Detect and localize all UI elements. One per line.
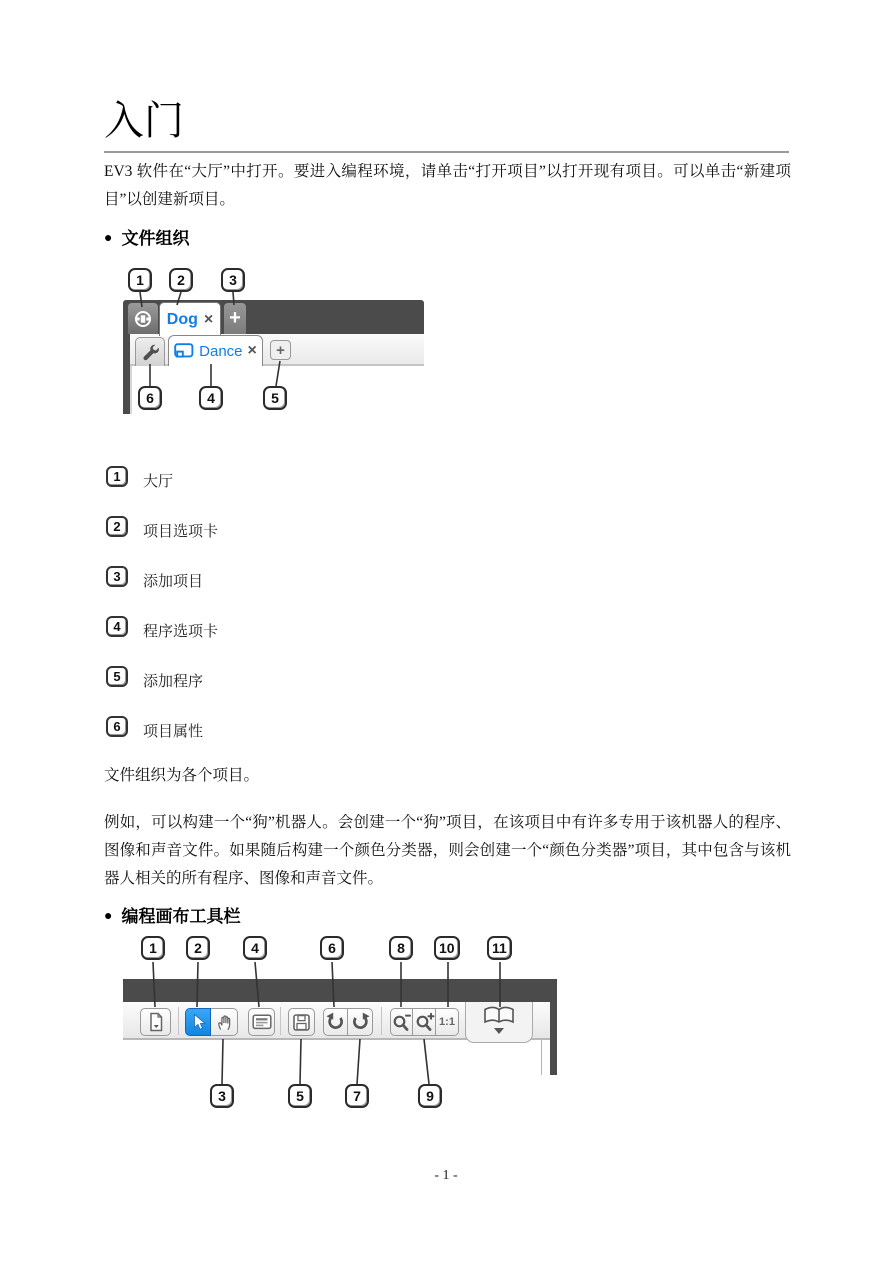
callout-3: 3 <box>221 268 245 292</box>
program-icon <box>174 343 194 359</box>
bullet-icon: ● <box>104 906 113 923</box>
lobby-icon <box>132 309 154 329</box>
bullet-icon: ● <box>104 228 113 245</box>
legend-num: 3 <box>106 566 128 587</box>
callout-7: 7 <box>345 1084 369 1108</box>
legend-item <box>106 666 218 690</box>
legend-item <box>106 716 218 740</box>
paragraph-file-org: 文件组织为各个项目。 <box>104 767 260 784</box>
legend-num: 1 <box>106 466 128 487</box>
callout-4: 4 <box>243 936 267 960</box>
project-tab-label: Dog <box>166 310 198 328</box>
screenshot-toolbar <box>123 936 557 1112</box>
legend-num: 4 <box>106 616 128 637</box>
lobby-tab[interactable] <box>128 303 158 334</box>
close-program-icon[interactable]: × <box>247 342 257 359</box>
program-tab-label: Dance <box>199 342 243 360</box>
section-heading-text: 编程画布工具栏 <box>121 907 241 926</box>
new-file-icon <box>148 1012 164 1032</box>
callout-5: 5 <box>288 1084 312 1108</box>
page-number: - 1 - <box>434 1168 458 1183</box>
save-button[interactable] <box>288 1008 315 1036</box>
add-program-button[interactable] <box>270 340 291 360</box>
toolbar-separator <box>178 1007 179 1035</box>
legend-num: 6 <box>106 716 128 737</box>
zoom-reset-label: 1:1 <box>439 1016 455 1028</box>
callout-9: 9 <box>418 1084 442 1108</box>
zoom-in-icon <box>414 1012 435 1032</box>
legend-label: 项目属性 <box>143 724 204 740</box>
callout-6: 6 <box>320 936 344 960</box>
callout-1: 1 <box>128 268 152 292</box>
legend-list <box>106 466 218 766</box>
hardware-page-tab[interactable] <box>465 1002 533 1043</box>
window-edge <box>123 334 130 414</box>
window-edge <box>550 979 557 1075</box>
save-icon <box>292 1013 311 1032</box>
section-heading-files <box>104 224 189 249</box>
pan-tool-button[interactable] <box>211 1008 238 1036</box>
title-rule <box>104 151 789 153</box>
undo-button[interactable] <box>323 1008 348 1036</box>
legend-item <box>106 466 218 490</box>
callout-2: 2 <box>169 268 193 292</box>
hand-icon <box>215 1013 233 1031</box>
comment-icon <box>252 1014 272 1030</box>
window-top-bar <box>123 979 557 1002</box>
chevron-down-icon <box>494 1028 504 1034</box>
plus-icon: + <box>229 307 241 329</box>
wrench-icon <box>141 343 159 361</box>
callout-4: 4 <box>199 386 223 410</box>
toolbar-separator <box>280 1007 281 1035</box>
zoom-in-button[interactable] <box>413 1008 436 1036</box>
legend-num: 5 <box>106 666 128 687</box>
canvas-area <box>123 1040 542 1075</box>
intro-paragraph: EV3 软件在“大厅”中打开。要进入编程环境，请单击“打开项目”以打开现有项目。可以单击“新建项目”以创建新项目。 <box>104 163 791 208</box>
toolbar-separator <box>381 1007 382 1035</box>
callout-1: 1 <box>141 936 165 960</box>
new-program-button[interactable] <box>140 1008 171 1036</box>
section-heading-toolbar <box>104 902 240 927</box>
window-edge-highlight <box>130 366 132 414</box>
callout-8: 8 <box>389 936 413 960</box>
callout-10: 10 <box>434 936 460 960</box>
redo-button[interactable] <box>348 1008 373 1036</box>
legend-item <box>106 516 218 540</box>
legend-item <box>106 616 218 640</box>
plus-icon: + <box>276 341 285 359</box>
screenshot-file-organization <box>123 268 424 414</box>
redo-icon <box>349 1011 372 1033</box>
callout-5: 5 <box>263 386 287 410</box>
callout-3: 3 <box>210 1084 234 1108</box>
add-project-button[interactable] <box>224 303 246 334</box>
legend-label: 程序选项卡 <box>143 624 219 640</box>
legend-item <box>106 566 218 590</box>
undo-icon <box>324 1011 347 1033</box>
paragraph-example: 例如，可以构建一个“狗”机器人。会创建一个“狗”项目，在该项目中有许多专用于该机器人的程序、图像和声音文件。如果随后构建一个颜色分类器，则会创建一个“颜色分类器”项目，其中包含与该机器人相关的所有程序、图像和声音文件。 <box>104 814 791 887</box>
legend-num: 2 <box>106 516 128 537</box>
legend-label: 项目选项卡 <box>143 524 219 540</box>
legend-label: 添加程序 <box>143 674 204 690</box>
legend-label: 大厅 <box>143 474 174 490</box>
select-tool-button[interactable] <box>185 1008 211 1036</box>
page-title: 入门 <box>104 98 184 143</box>
legend-label: 添加项目 <box>143 574 204 590</box>
comment-button[interactable] <box>248 1008 275 1036</box>
zoom-out-icon <box>391 1012 412 1032</box>
cursor-icon <box>191 1013 206 1031</box>
zoom-out-button[interactable] <box>390 1008 413 1036</box>
book-icon <box>481 1005 517 1027</box>
zoom-reset-button[interactable] <box>436 1008 459 1036</box>
project-properties-tab[interactable] <box>135 337 165 366</box>
close-project-icon[interactable]: × <box>203 310 214 328</box>
program-tab-dance[interactable] <box>168 335 263 366</box>
callout-6: 6 <box>138 386 162 410</box>
section-heading-text: 文件组织 <box>121 229 190 248</box>
callout-11: 11 <box>487 936 512 960</box>
project-tab-dog[interactable] <box>159 302 221 336</box>
callout-2: 2 <box>186 936 210 960</box>
